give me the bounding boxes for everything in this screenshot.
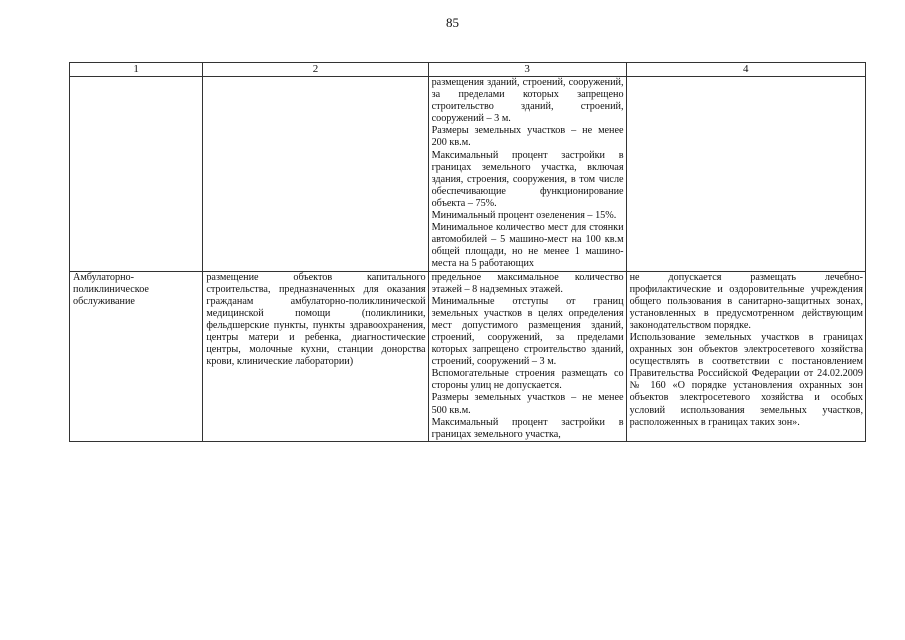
- parameters-paragraph: размещения зданий, строений, сооружений, за пределами которых запрещено строительство зданий, строений, сооружений – 3 м.: [431, 77, 624, 125]
- land-use-type-cell: Амбулаторно-поликлиническое обслуживание: [70, 271, 203, 441]
- page-number: 85: [446, 15, 459, 30]
- column-header-1: 1: [70, 63, 203, 77]
- parameters-paragraph: Вспомогательные строения размещать со стороны улиц не допускается.: [431, 368, 624, 392]
- parameters-paragraph: Максимальный процент застройки в границах земельного участка,: [431, 416, 624, 440]
- parameters-paragraph: Минимальное количество мест для стоянки автомобилей – 5 машино-мест на 100 кв.м общей площади, но не менее 1 машино-места на 5 работающих: [431, 222, 624, 270]
- table-header-row: [70, 63, 866, 77]
- column-header-2: 2: [203, 63, 428, 77]
- land-use-description-cell: [203, 271, 428, 441]
- table-row: [70, 77, 866, 272]
- parameters-paragraph: Размеры земельных участков – не менее 200 кв.м.: [431, 125, 624, 149]
- parameters-cell: [428, 77, 626, 272]
- restrictions-cell: [626, 271, 865, 441]
- land-use-type-cell: [70, 77, 203, 272]
- description-paragraph: размещение объектов капитального строительства, предназначенных для оказания гражданам амбулаторно-поликлинической медицинской помощи (поликлиники, фельдшерские пункты, пункты здравоохранения, центры матери и ребенка, диагностические центры, молочные кухни, станции донорства крови, клинические лаборатории): [206, 271, 426, 368]
- parameters-paragraph: Минимальные отступы от границ земельных участков в целях определения мест допустимого размещения зданий, строений, сооружений, за пределами которых запрещено строительство зданий, строений, сооружений – 3 м.: [431, 295, 624, 368]
- restrictions-cell: [626, 77, 865, 272]
- zoning-regulations-table: [69, 62, 866, 442]
- parameters-paragraph: Максимальный процент застройки в границах земельного участка, включая здания, строения, сооружения, в том числе обеспечивающие функционирование объекта – 75%.: [431, 149, 624, 209]
- land-use-description-cell: [203, 77, 428, 272]
- column-header-4: 4: [626, 63, 865, 77]
- restrictions-paragraph: не допускается размещать лечебно-профилактические и оздоровительные учреждения общего пользования в санитарно-защитных зонах, установленных в предусмотренном действующим законодательством порядке.: [629, 271, 863, 331]
- restrictions-paragraph: Использование земельных участков в границах охранных зон объектов электросетевого хозяйства осуществлять в соответствии с постановлением Правительства Российской Федерации от 24.02.2009 № 160 «О порядке установления охранных зон объектов электросетевого хозяйства и особых условий использования земельных участков, расположенных в границах таких зон».: [629, 331, 863, 428]
- parameters-paragraph: предельное максимальное количество этажей – 8 надземных этажей.: [431, 271, 624, 295]
- parameters-cell: [428, 271, 626, 441]
- column-header-3: 3: [428, 63, 626, 77]
- parameters-paragraph: Размеры земельных участков – не менее 500 кв.м.: [431, 392, 624, 416]
- parameters-paragraph: Минимальный процент озеленения – 15%.: [431, 210, 617, 222]
- table-row: [70, 271, 866, 441]
